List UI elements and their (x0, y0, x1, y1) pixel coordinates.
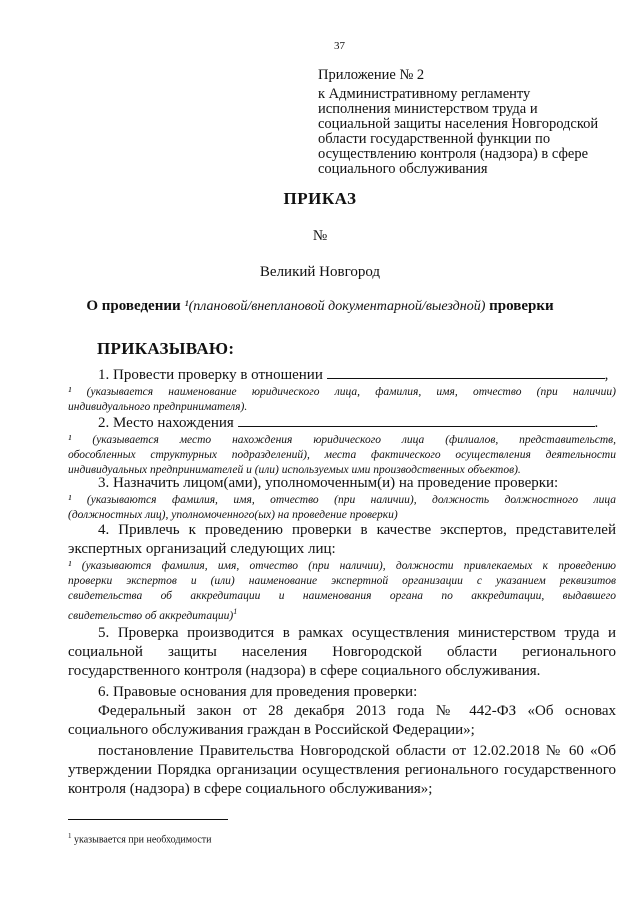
item-2: 2. Место нахождения . ¹ (указывается место нахождения юридического лица (филиалов, представительств, обособленных структурных подразделений), места фактического осуществления деятельности индивидуальных предпринимателей и (или) используемых ими производственных объектов). (68, 412, 616, 478)
item-1-text: 1. Провести проверку в отношении (98, 367, 323, 383)
item-3-note: ¹ (указываются фамилия, имя, отчество (при наличии), должность должностного лица (68, 494, 616, 506)
appendix-title: Приложение № 2 (318, 67, 425, 83)
item-2-note: индивидуальных предпринимателей и (или) используемых ими производственных объектов). (68, 464, 521, 476)
item-4 (68, 521, 616, 624)
item-3 (68, 474, 616, 523)
item-3-text: 3. Назначить лицом(ами), уполномоченным(и) на проведение проверки: (98, 475, 559, 491)
item-5-text: 5. Проверка производится в рамках осуществления министерством труда и (98, 625, 616, 641)
item-5-text: социальной защиты населения Новгородской области регионального (68, 644, 616, 660)
law-text: Федеральный закон от 28 декабря 2013 года № 442-ФЗ «Об основах (98, 703, 616, 719)
appendix-line: социальной защиты населения Новгородской (318, 116, 599, 132)
item-1-note: ¹ (указывается наименование юридического лица, фамилия, имя, отчество (при наличии) (68, 386, 616, 398)
item-3-note: (должностных лиц), уполномоченного(ых) на проведение проверки) (68, 509, 398, 521)
subject-mark: ¹ (184, 299, 189, 314)
law-text: утверждении Порядка организации осуществления регионального государственного (68, 762, 616, 778)
order-word: ПРИКАЗЫВАЮ: (97, 339, 235, 358)
subject-suffix: проверки (489, 298, 554, 314)
subject-italic: (плановой/внеплановой документарной/выездной) (188, 299, 486, 314)
blank-line (327, 364, 605, 379)
city-name: Великий Новгород (259, 264, 381, 280)
appendix-line: области государственной функции по (318, 131, 551, 147)
appendix-line: социального обслуживания (318, 161, 488, 177)
item-2-text: 2. Место нахождения (98, 415, 234, 431)
footnote-ref: 1 (233, 607, 238, 616)
order-number-label: № (312, 228, 328, 244)
order-subject (0, 298, 640, 315)
item-5-text: государственного контроля (надзора) в сфере социального обслуживания. (68, 663, 541, 679)
appendix-line: осуществлению контроля (надзора) в сфере (318, 146, 589, 162)
footnote-divider (68, 819, 228, 820)
document-title: ПРИКАЗ (283, 189, 357, 208)
item-4-text: экспертных организаций следующих лиц: (68, 541, 336, 557)
subject-prefix: О проведении (86, 298, 181, 314)
item-4-note: проверки экспертов и (или) наименование экспертной организации с указанием реквизитов (68, 575, 616, 587)
item-4-text: 4. Привлечь к проведению проверки в качестве экспертов, представителей (98, 522, 616, 538)
item-6 (68, 683, 616, 702)
item-1-note: индивидуального предпринимателя). (68, 401, 248, 413)
item-2-note: ¹ (указывается место нахождения юридического лица (филиалов, представительств, (68, 434, 616, 446)
item-6-text: 6. Правовые основания для проведения проверки: (98, 684, 418, 700)
footnote-number: 1 (68, 832, 72, 840)
law-text: контроля (надзора) в сфере социального обслуживания»; (68, 781, 433, 797)
law-text: социального обслуживания граждан в Российской Федерации»; (68, 722, 475, 738)
item-1: 1. Провести проверку в отношении , ¹ (указывается наименование юридического лица, фамилия, имя, отчество (при наличии) индивидуального предпринимателя). (68, 364, 616, 415)
law-text: постановление Правительства Новгородской области от 12.02.2018 № 60 «Об (98, 743, 616, 759)
footnote (68, 832, 212, 845)
item-5 (68, 624, 616, 681)
item-4-note: свидетельство об аккредитации) (68, 609, 234, 622)
legal-basis-1 (68, 702, 616, 740)
appendix-line: исполнения министерством труда и (318, 101, 538, 117)
item-2-note: обособленных структурных подразделений), места фактического осуществления деятельности (68, 449, 616, 461)
appendix-line: к Административному регламенту (318, 86, 531, 102)
appendix-block (318, 68, 618, 177)
item-4-note: свидетельства об аккредитации и наименования органа по аккредитации, выдавшего (68, 590, 616, 602)
footnote-text: указывается при необходимости (74, 834, 212, 846)
legal-basis-2 (68, 742, 616, 799)
page-number: 37 (334, 40, 345, 52)
item-4-note: ¹ (указываются фамилия, имя, отчество (при наличии), должности привлекаемых к проведению (68, 560, 616, 572)
blank-line (238, 412, 595, 427)
